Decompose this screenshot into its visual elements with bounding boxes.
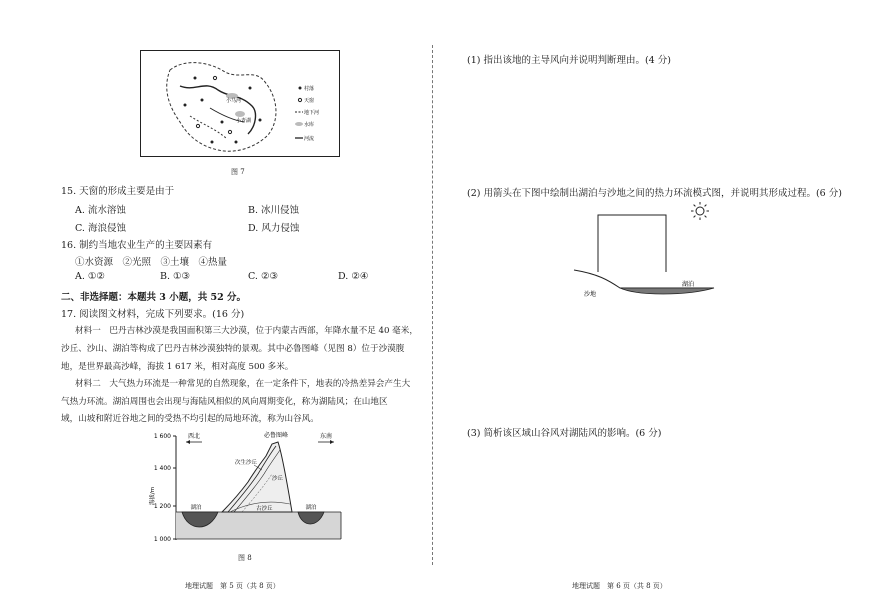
q17-sub-2: (2) 用箭头在下图中绘制出湖泊与沙地之间的热力环流模式图，并说明其形成过程。(6 分) [467, 188, 842, 199]
q17-material-2-line-3: 域，山坡和附近谷地之间的受热不均引起的局地环流，称为山谷风。 [61, 414, 319, 424]
sand-label: 沙地 [584, 291, 597, 298]
y-tick-1400: 1 400 [153, 465, 171, 472]
figure-8-cross-section [130, 428, 360, 550]
dune-mid-label: 沙丘 [272, 476, 284, 482]
lake-left-label: 湖泊 [190, 505, 202, 511]
q16-factors: ①水资源 ②光照 ③土壤 ④热量 [75, 257, 228, 268]
y-axis-label: 海拔/m [150, 486, 156, 506]
q15-option-b: B. 冰川侵蚀 [248, 205, 300, 216]
q16-option-b: B. ①③ [160, 271, 191, 282]
q17-material-2-line-2: 气热力环流。湖泊周围也会出现与海陆风相似的风向周期变化，称为湖陆风；在山地区 [61, 397, 388, 407]
dir-southeast: 东南 [319, 433, 333, 440]
figure-8-caption: 图 8 [238, 554, 252, 562]
y-tick-1000: 1 000 [153, 536, 171, 543]
q17-stem: 17. 阅读图文材料，完成下列要求。(16 分) [61, 309, 245, 320]
dune-secondary-label: 次生沙丘 [235, 460, 258, 466]
q17-material-1-line-3: 地，是世界最高沙峰，海拔 1 617 米，相对高度 500 多米。 [61, 362, 294, 372]
q17-material-1-line-2: 沙丘、沙山、湖泊等构成了巴丹吉林沙漠独特的景观。其中必鲁图峰（见图 8）位于沙漠腹 [61, 344, 405, 354]
y-tick-1200: 1 200 [153, 503, 171, 510]
lake-label: 湖泊 [681, 281, 695, 288]
footer-right: 地理试题 第 6 页（共 8 页） [572, 582, 667, 590]
legend-underground-river: 地下河 [304, 110, 320, 116]
q17-material-2-line-1: 材料二 大气热力环流是一种常见的自然现象，在一定条件下，地表的冷热差异会产生大 [75, 379, 411, 389]
q16-option-c: C. ②③ [248, 271, 279, 282]
lake-right-label: 湖泊 [305, 505, 317, 511]
q15-option-a: A. 流水溶蚀 [75, 205, 126, 216]
q15-option-c: C. 海浪侵蚀 [75, 223, 126, 234]
section-2-heading: 二、非选择题：本题共 3 小题，共 52 分。 [61, 292, 247, 303]
q17-material-1-line-1: 材料一 巴丹吉林沙漠是我国面积第三大沙漠，位于内蒙古西部，年降水量不足 40 毫米， [75, 326, 418, 336]
q17-sub-3: (3) 简析该区域山谷风对湖陆风的影响。(6 分) [467, 428, 662, 439]
q16-stem: 16. 制约当地农业生产的主要因素有 [61, 240, 213, 251]
q16-option-d: D. ②④ [338, 271, 369, 282]
lake-label-b: 小青湖 [236, 118, 252, 124]
dir-northwest: 西北 [187, 433, 201, 440]
page-divider [432, 45, 433, 565]
lake-sand-diagram [568, 200, 728, 305]
q15-stem: 15. 天窗的形成主要是由于 [61, 186, 175, 197]
legend-reservoir: 水库 [304, 122, 315, 128]
legend-village: 村落 [304, 86, 315, 92]
lake-label-a: 小马河 [226, 98, 242, 104]
figure-7-caption: 图 7 [231, 168, 245, 176]
legend-river: 河流 [304, 136, 315, 142]
lake-water [620, 288, 714, 294]
peak-label: 必鲁图峰 [263, 432, 289, 439]
q17-sub-1: (1) 指出该地的主导风向并说明判断理由。(4 分) [467, 55, 671, 66]
y-tick-1600: 1 600 [153, 433, 171, 440]
figure-7-map [140, 50, 340, 160]
footer-left: 地理试题 第 5 页（共 8 页） [185, 582, 280, 590]
circulation-frame [598, 215, 666, 272]
q15-option-d: D. 风力侵蚀 [248, 223, 300, 234]
dune-ancient-label: 古沙丘 [256, 506, 273, 512]
sun-icon [691, 202, 709, 220]
legend-skylight: 天窗 [304, 98, 315, 104]
q16-option-a: A. ①② [75, 271, 105, 282]
